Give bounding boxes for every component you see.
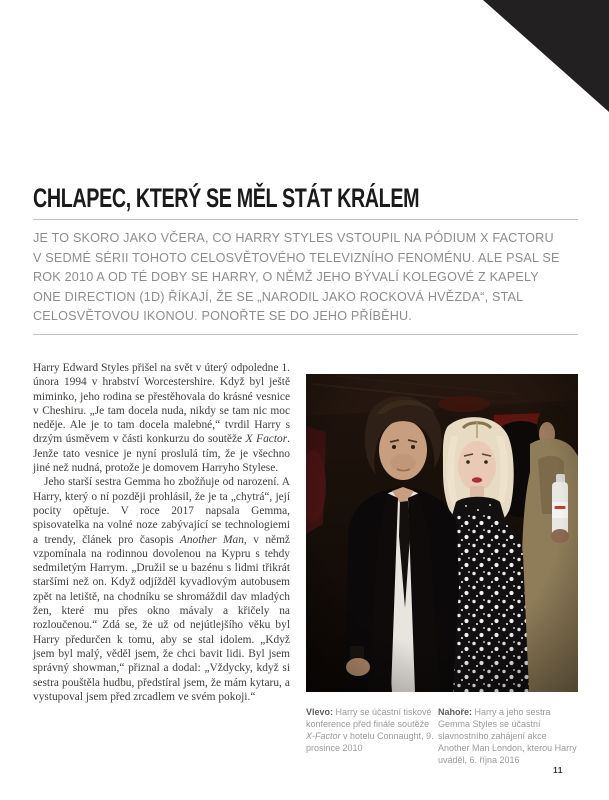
standfirst-line: CELOSVĚTOVOU IKONOU. PONOŘTE SE DO JEHO PŘÍBĚHU. bbox=[33, 308, 413, 323]
caption-left bbox=[306, 706, 436, 754]
caption-left-text: Harry se účastní tiskové konference před finále soutěže X-Factor v hotelu Connaught, 9. prosince 2010 bbox=[306, 707, 434, 753]
caption-right-text: Harry a jeho sestra Gemma Styles se účastní slavnostního zahájení akce Another Man London, kterou Harry uváděl, 6. října 2016 bbox=[438, 707, 577, 765]
article-body bbox=[33, 361, 290, 704]
chapter-headline: CHLAPEC, KTERÝ SE MĚL STÁT KRÁLEM bbox=[33, 183, 420, 213]
standfirst-line: JE TO SKORO JAKO VČERA, CO HARRY STYLES VSTOUPIL NA PÓDIUM X FACTORU bbox=[33, 230, 554, 245]
page-number: 11 bbox=[553, 765, 563, 775]
party-photo-illustration bbox=[306, 374, 578, 692]
standfirst-line: V SEDMÉ SÉRII TOHOTO CELOSVĚTOVÉHO TELEVIZNÍHO FENOMÉNU. ALE PSAL SE bbox=[33, 249, 560, 265]
article-paragraph: Jeho starší sestra Gemma ho zbožňuje od narození. A Harry, který o ní později prohlásil, že je ta „chytrá“, její pocity opětuje. V roce 2017 napsala Gemma, spisovatelka na volné noze zabývající se technologiemi a trendy, článek pro časopis Another Man, v němž vzpomínala na rodinnou dovolenou na Kypru s tehdy sedmiletým Harrym. „Družil se u bazénu s lidmi třikrát staršími než on. Když odjížděl kyvadlovým autobusem zpět na letiště, na chodníku se shromáždil dav mladých žen, které mu přes okno mávaly a křičely na rozloučenou.“ Zdá se, že už od nejútlejšího věku byl Harry předurčen k tomu, aby se stal idolem. „Když jsem byl malý, věděl jsem, že chci bavit lidi. Byl jsem správný showman,“ přiznal a dodal: „Vždycky, když si sestra pouštěla hudbu, předstíral jsem, že mám kytaru, a vystupoval jsem před zrcadlem ve svém pokoji.“ bbox=[33, 476, 290, 703]
standfirst-intro bbox=[33, 228, 593, 326]
standfirst-line: ONE DIRECTION (1D) ŘÍKAJÍ, ŽE SE „NARODIL JAKO ROCKOVÁ HVĚZDA“, STAL bbox=[33, 288, 524, 304]
photo-harry-and-gemma bbox=[306, 374, 578, 692]
corner-triangle-decoration bbox=[483, 0, 609, 112]
caption-right bbox=[438, 706, 580, 766]
standfirst-line: ROK 2010 A OD TÉ DOBY SE HARRY, O NĚMŽ JEHO BÝVALÍ KOLEGOVÉ Z KAPELY bbox=[33, 269, 539, 284]
article-paragraph: Harry Edward Styles přišel na svět v úterý odpoledne 1. února 1994 v hrabství Worcestershire. Když byl ještě miminko, jeho rodina se přestěhovala do krásné vesnice v Cheshiru. „Je tam docela nuda, nikdy se tam nic moc neděje. Ale je to tam docela malebné,“ tvrdil Harry s drzým úsměvem v části konkurzu do soutěže X Factor. Jenže tato vesnice je nyní proslulá tím, že je všechno jiné než nudná, protože je domovem Harryho Stylese. bbox=[33, 362, 290, 475]
caption-left-lead: Vlevo: bbox=[306, 707, 334, 717]
divider-rule-bottom bbox=[33, 334, 578, 335]
caption-right-lead: Nahoře: bbox=[438, 707, 473, 717]
divider-rule-top bbox=[33, 219, 578, 220]
